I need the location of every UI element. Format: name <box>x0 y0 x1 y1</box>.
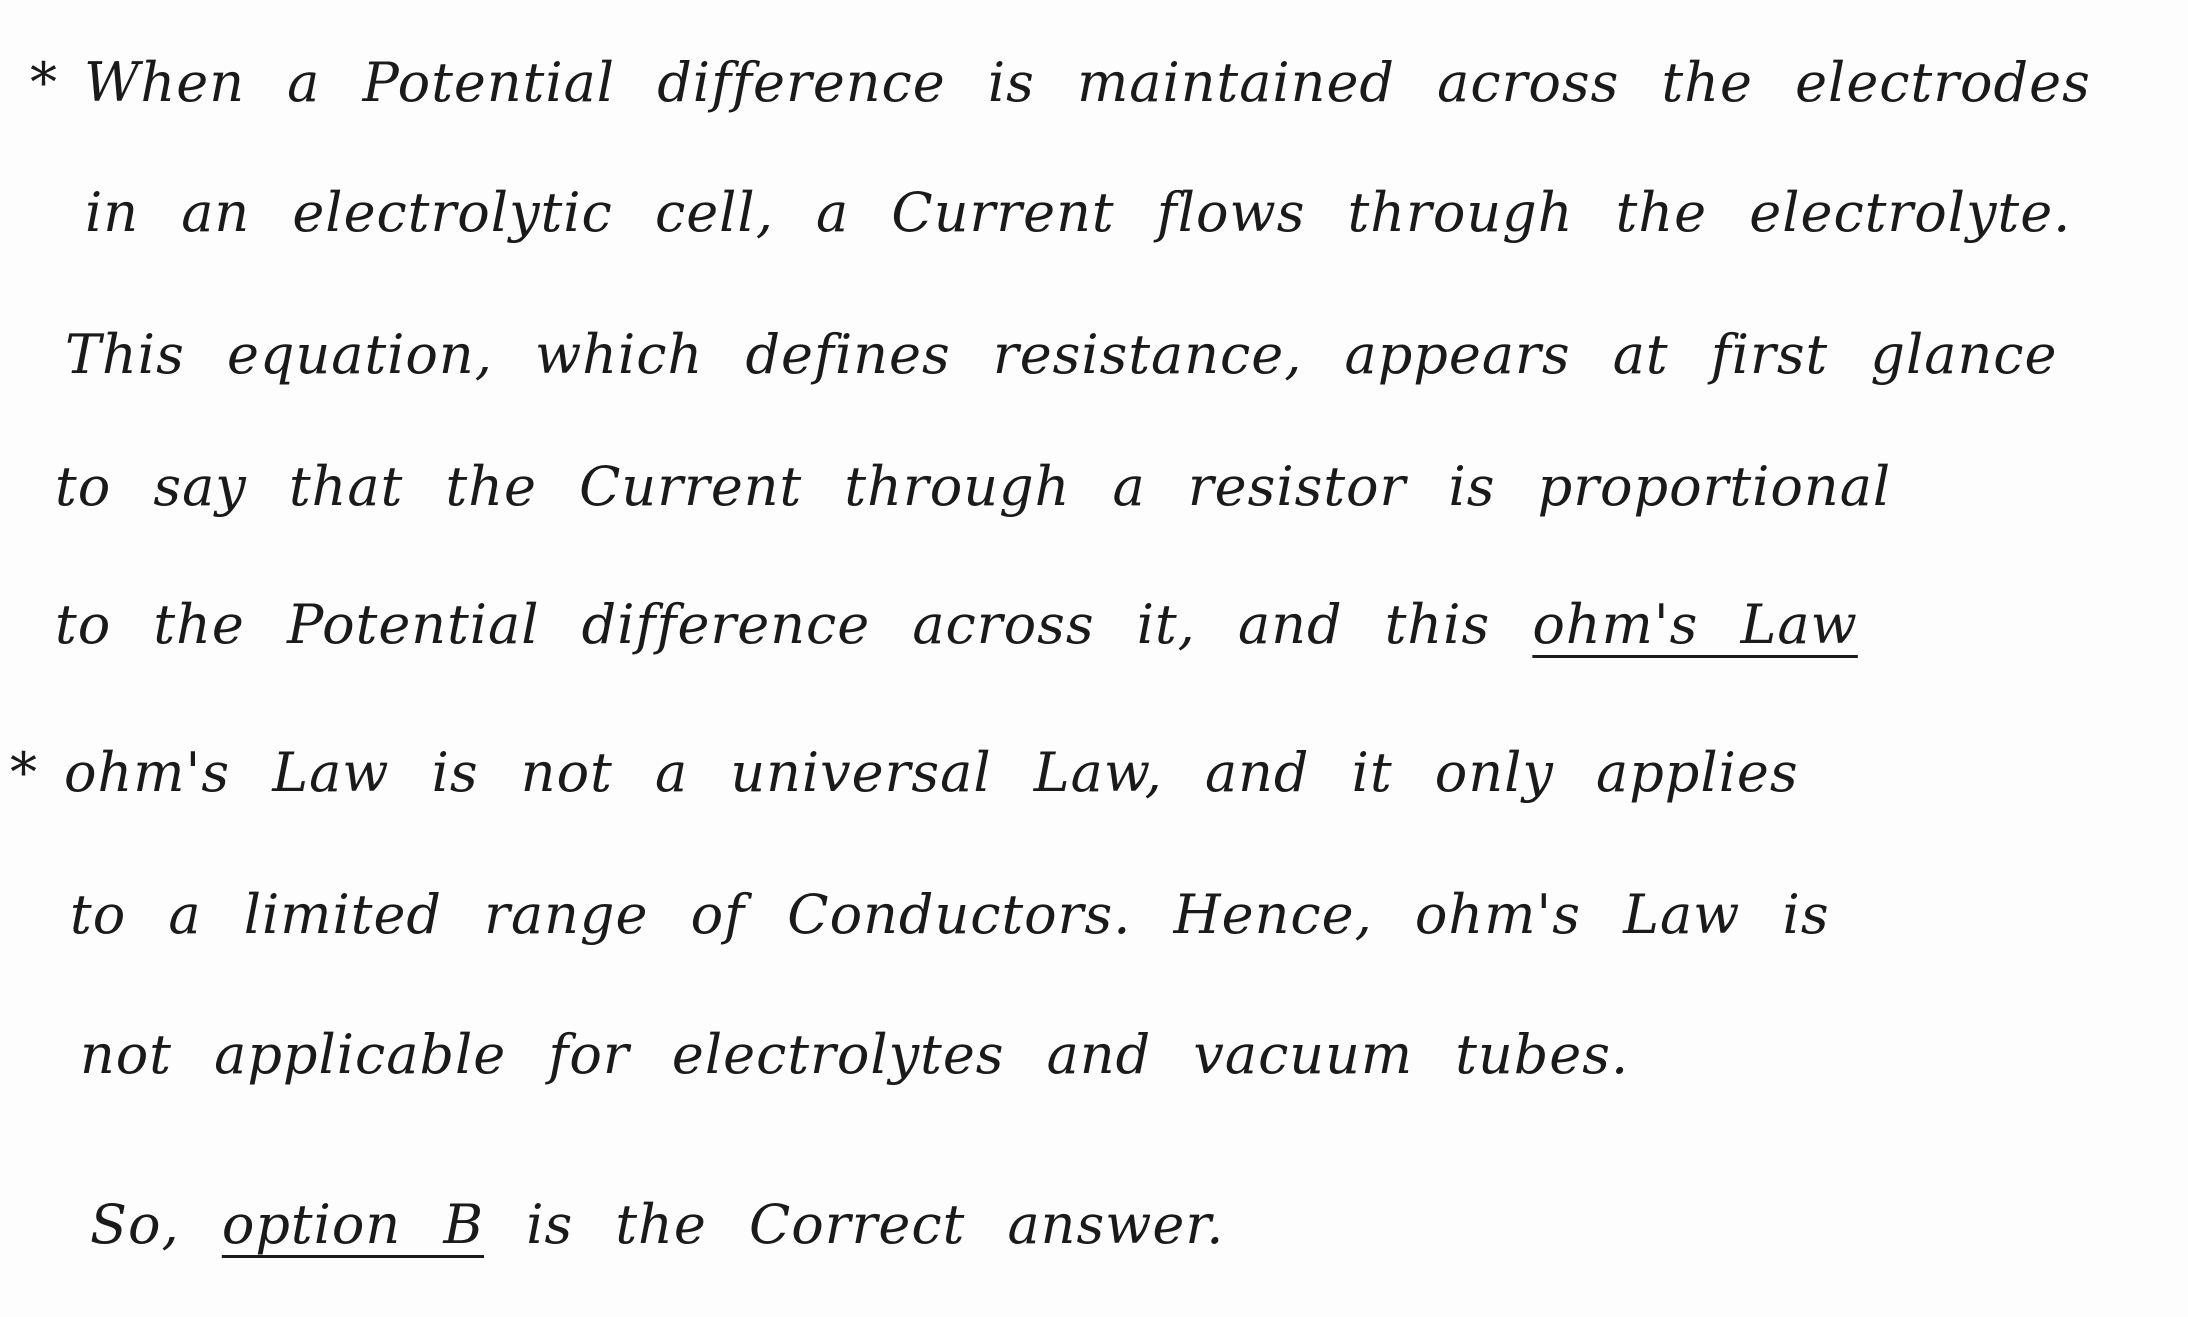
paragraph-1-line-1 <box>30 48 2091 118</box>
paragraph-1-line-1-text: When a Potential difference is maintained across the electrodes <box>84 51 2091 114</box>
conclusion-suffix: is the Correct answer. <box>526 1193 1225 1256</box>
paragraph-1-line-5-text: to the Potential difference across it, and this <box>55 593 1491 656</box>
ohms-law-term: ohm's Law <box>1532 593 1858 656</box>
paragraph-1-line-2: in an electrolytic cell, a Current flows through the electrolyte. <box>85 181 2072 244</box>
bullet-marker-1: * <box>30 51 58 114</box>
bullet-marker-2: * <box>10 741 38 804</box>
answer-option: option B <box>221 1193 485 1256</box>
conclusion-line <box>90 1190 1224 1260</box>
paragraph-2-line-1 <box>10 738 1799 808</box>
paragraph-1-line-5 <box>55 590 1858 660</box>
paragraph-2-line-1-text: ohm's Law is not a universal Law, and it only applies <box>64 741 1799 804</box>
paragraph-1-line-4: to say that the Current through a resistor is proportional <box>55 455 1892 518</box>
conclusion-prefix: So, <box>90 1193 180 1256</box>
paragraph-1-line-3: This equation, which defines resistance, appears at first glance <box>65 323 2058 386</box>
paragraph-2-line-3: not applicable for electrolytes and vacuum tubes. <box>80 1023 1630 1086</box>
paragraph-2-line-2: to a limited range of Conductors. Hence, ohm's Law is <box>70 883 1830 946</box>
